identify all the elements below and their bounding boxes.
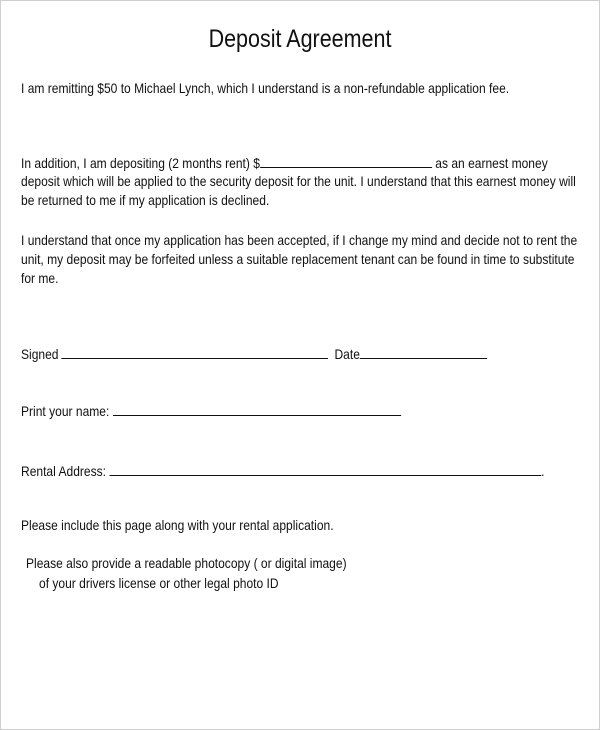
photocopy-note-line-1: Please also provide a readable photocopy ( or digital image)	[26, 555, 347, 571]
deposit-line-1-end: as an earnest money	[435, 155, 548, 171]
deposit-line-1	[21, 153, 548, 173]
deposit-line-3: be returned to me if my application is declined.	[21, 192, 270, 208]
date-label: Date	[334, 346, 360, 362]
print-name-label: Print your name:	[21, 403, 110, 419]
rental-address-label: Rental Address:	[21, 463, 107, 479]
rental-address-end: .	[541, 463, 545, 479]
rental-address-row	[21, 461, 544, 481]
signed-label: Signed	[21, 346, 59, 362]
print-name-blank[interactable]	[113, 401, 401, 416]
date-blank[interactable]	[360, 344, 487, 359]
photocopy-note-line-2: of your drivers license or other legal photo ID	[39, 575, 279, 591]
page-title: Deposit Agreement	[208, 25, 392, 53]
print-name-row	[21, 401, 401, 421]
signed-row	[21, 344, 487, 364]
fee-paragraph: I am remitting $50 to Michael Lynch, which I understand is a non-refundable application fee.	[21, 80, 510, 96]
forfeit-line-3: for me.	[21, 270, 59, 286]
forfeit-line-1: I understand that once my application has been accepted, if I change my mind and decide not to rent the	[21, 232, 578, 248]
deposit-line-2: deposit which will be applied to the security deposit for the unit. I understand that this earnest money will	[21, 173, 576, 189]
rental-address-blank[interactable]	[109, 461, 541, 476]
deposit-amount-blank[interactable]	[260, 153, 432, 168]
forfeit-line-2: unit, my deposit may be forfeited unless a suitable replacement tenant can be found in time to substitute	[21, 251, 575, 267]
signature-blank[interactable]	[61, 344, 328, 359]
deposit-line-1-start: In addition, I am depositing (2 months rent) $	[21, 155, 260, 171]
include-note: Please include this page along with your rental application.	[21, 517, 334, 533]
